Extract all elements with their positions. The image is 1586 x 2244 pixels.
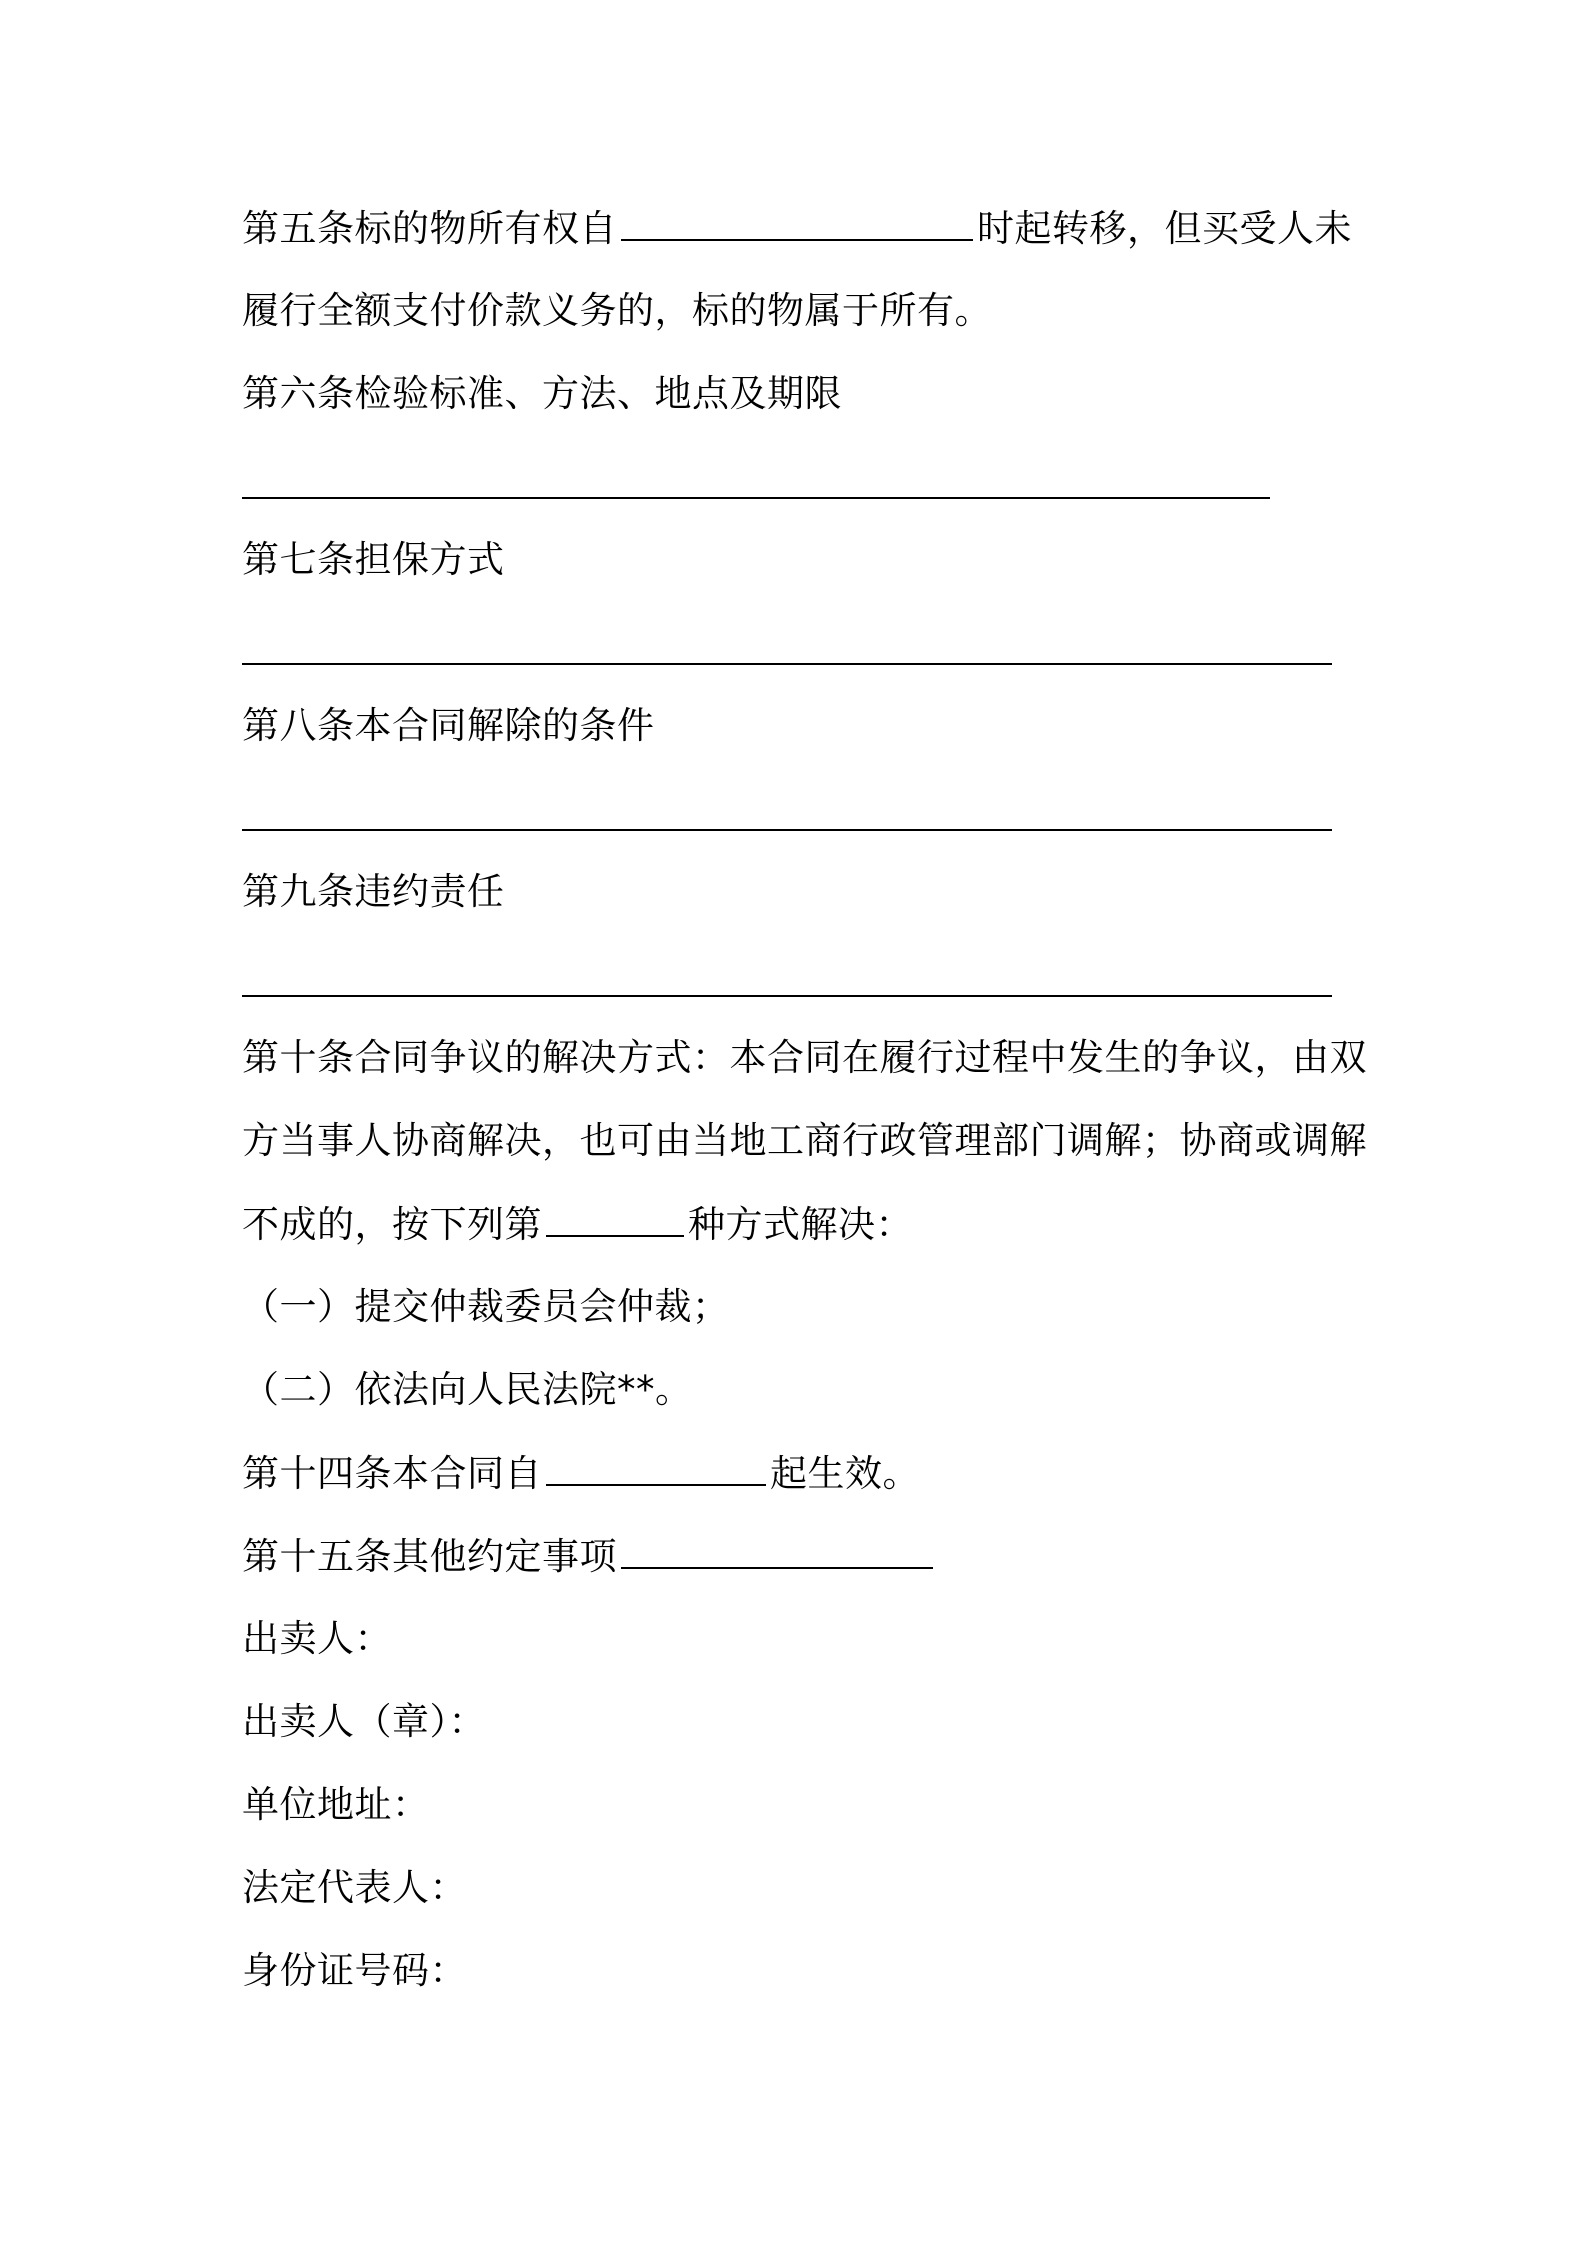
option-court: （二）依法向人民法院**。 bbox=[242, 1368, 693, 1411]
article-14-text-a: 第十四条本合同自 bbox=[242, 1452, 542, 1495]
seller-seal-label: 出卖人（章）： bbox=[242, 1700, 486, 1743]
article-5-text-b: 时起转移，但买受人未 bbox=[977, 207, 1352, 250]
article-9-heading: 第九条违约责任 bbox=[242, 870, 505, 913]
article-5-text-a: 第五条标的物所有权自 bbox=[242, 207, 617, 250]
article-10-line-3 bbox=[242, 1199, 913, 1250]
other-matters-blank bbox=[621, 1531, 933, 1569]
article-14-line bbox=[242, 1448, 920, 1499]
article-15-line bbox=[242, 1531, 937, 1582]
article-14-text-b: 起生效。 bbox=[770, 1452, 920, 1495]
article-6-heading: 第六条检验标准、方法、地点及期限 bbox=[242, 372, 842, 415]
unit-address-label: 单位地址： bbox=[242, 1783, 430, 1826]
ownership-transfer-blank bbox=[621, 203, 973, 241]
article-15-text: 第十五条其他约定事项 bbox=[242, 1535, 617, 1578]
article-7-heading: 第七条担保方式 bbox=[242, 538, 505, 581]
effective-date-blank bbox=[546, 1448, 766, 1486]
article-7-fill-line bbox=[242, 663, 1332, 665]
article-10-text-a: 不成的，按下列第 bbox=[242, 1203, 542, 1246]
article-6-fill-line bbox=[242, 497, 1270, 499]
id-number-label: 身份证号码： bbox=[242, 1949, 467, 1992]
seller-label: 出卖人： bbox=[242, 1617, 392, 1660]
article-10-text-b: 种方式解决： bbox=[688, 1203, 913, 1246]
article-10-line-1: 第十条合同争议的解决方式：本合同在履行过程中发生的争议，由双 bbox=[242, 1036, 1367, 1079]
option-arbitration: （一）提交仲裁委员会仲裁； bbox=[242, 1285, 730, 1328]
article-9-fill-line bbox=[242, 995, 1332, 997]
article-10-line-2: 方当事人协商解决，也可由当地工商行政管理部门调解；协商或调解 bbox=[242, 1119, 1367, 1162]
article-5-line-2: 履行全额支付价款义务的，标的物属于所有。 bbox=[242, 289, 992, 332]
dispute-method-blank bbox=[546, 1199, 684, 1237]
article-5-line-1 bbox=[242, 203, 1352, 254]
article-8-fill-line bbox=[242, 829, 1332, 831]
legal-representative-label: 法定代表人： bbox=[242, 1866, 467, 1909]
article-8-heading: 第八条本合同解除的条件 bbox=[242, 704, 655, 747]
